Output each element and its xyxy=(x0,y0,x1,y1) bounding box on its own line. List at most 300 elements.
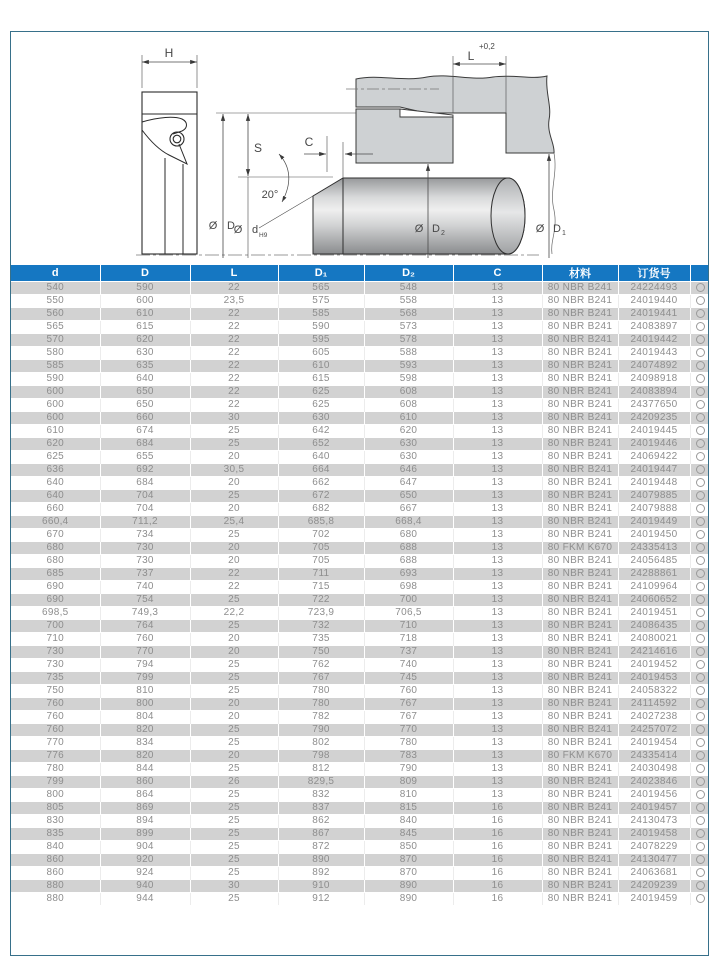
dim-label-diaD2: D xyxy=(432,223,440,235)
cell-D1: 723,9 xyxy=(278,607,364,620)
cell-d: 685 xyxy=(11,568,100,581)
cell-D1: 590 xyxy=(278,321,364,334)
cell-L: 25 xyxy=(190,841,278,854)
cell-ring xyxy=(690,685,709,698)
cell-ring xyxy=(690,737,709,750)
cell-C: 13 xyxy=(453,503,542,516)
dim-label-S: S xyxy=(254,141,263,155)
cell-ring xyxy=(690,828,709,841)
cell-order-number: 24109964 xyxy=(618,581,690,594)
cell-d: 560 xyxy=(11,308,100,321)
cell-D2: 850 xyxy=(364,841,453,854)
cell-material: 80 NBR B241 xyxy=(542,763,618,776)
cell-material: 80 FKM K670 xyxy=(542,750,618,763)
dim-label-diad-prefix: Ø xyxy=(233,224,243,236)
cell-material: 80 NBR B241 xyxy=(542,828,618,841)
cell-ring xyxy=(690,477,709,490)
table-row xyxy=(11,438,709,451)
cell-ring xyxy=(690,633,709,646)
cell-D2: 588 xyxy=(364,347,453,360)
cell-D1: 585 xyxy=(278,308,364,321)
cell-D2: 745 xyxy=(364,672,453,685)
cell-material: 80 NBR B241 xyxy=(542,412,618,425)
cell-order-number: 24063681 xyxy=(618,867,690,880)
cell-order-number: 24019445 xyxy=(618,425,690,438)
col-header-D: D xyxy=(100,265,190,282)
cell-D1: 767 xyxy=(278,672,364,685)
cell-material: 80 NBR B241 xyxy=(542,607,618,620)
cell-L: 25 xyxy=(190,659,278,672)
cell-D1: 605 xyxy=(278,347,364,360)
cell-d: 799 xyxy=(11,776,100,789)
cell-material: 80 FKM K670 xyxy=(542,542,618,555)
cell-d: 698,5 xyxy=(11,607,100,620)
cell-D2: 548 xyxy=(364,282,453,295)
cell-D: 749,3 xyxy=(100,607,190,620)
cell-D: 684 xyxy=(100,477,190,490)
cell-ring xyxy=(690,490,709,503)
cell-D2: 809 xyxy=(364,776,453,789)
cell-D: 610 xyxy=(100,308,190,321)
cell-D: 764 xyxy=(100,620,190,633)
cell-d: 565 xyxy=(11,321,100,334)
cell-D: 692 xyxy=(100,464,190,477)
technical-drawing xyxy=(11,32,709,265)
cell-order-number: 24019442 xyxy=(618,334,690,347)
cell-L: 20 xyxy=(190,555,278,568)
cell-D: 794 xyxy=(100,659,190,672)
cell-L: 25 xyxy=(190,763,278,776)
cell-D2: 568 xyxy=(364,308,453,321)
housing-section xyxy=(356,76,554,163)
cell-d: 760 xyxy=(11,711,100,724)
cell-ring xyxy=(690,282,709,295)
cell-material: 80 NBR B241 xyxy=(542,568,618,581)
cell-L: 25 xyxy=(190,620,278,633)
cell-L: 25 xyxy=(190,425,278,438)
cell-ring xyxy=(690,698,709,711)
cell-order-number: 24056485 xyxy=(618,555,690,568)
cell-material: 80 NBR B241 xyxy=(542,880,618,893)
cell-D: 600 xyxy=(100,295,190,308)
cell-D1: 802 xyxy=(278,737,364,750)
cell-D2: 790 xyxy=(364,763,453,776)
availability-circle-icon xyxy=(696,881,705,890)
cell-D: 734 xyxy=(100,529,190,542)
cell-L: 20 xyxy=(190,711,278,724)
availability-circle-icon xyxy=(696,400,705,409)
cell-ring xyxy=(690,607,709,620)
cell-ring xyxy=(690,711,709,724)
cell-d: 590 xyxy=(11,373,100,386)
cell-D2: 700 xyxy=(364,594,453,607)
cell-L: 22 xyxy=(190,347,278,360)
cell-order-number: 24209239 xyxy=(618,880,690,893)
cell-d: 640 xyxy=(11,490,100,503)
cell-D1: 872 xyxy=(278,841,364,854)
cell-order-number: 24083894 xyxy=(618,386,690,399)
cell-D: 894 xyxy=(100,815,190,828)
cell-material: 80 NBR B241 xyxy=(542,321,618,334)
cell-material: 80 NBR B241 xyxy=(542,737,618,750)
cell-L: 22 xyxy=(190,581,278,594)
cell-ring xyxy=(690,438,709,451)
dim-label-H: H xyxy=(164,46,174,60)
cell-D2: 610 xyxy=(364,412,453,425)
cell-material: 80 NBR B241 xyxy=(542,308,618,321)
cell-D1: 705 xyxy=(278,542,364,555)
cell-D1: 615 xyxy=(278,373,364,386)
cell-ring xyxy=(690,308,709,321)
dim-label-diaD1: D xyxy=(553,223,561,235)
cell-D1: 652 xyxy=(278,438,364,451)
table-row xyxy=(11,698,709,711)
cell-material: 80 NBR B241 xyxy=(542,867,618,880)
cell-D1: 630 xyxy=(278,412,364,425)
cell-ring xyxy=(690,542,709,555)
table-row xyxy=(11,685,709,698)
availability-circle-icon xyxy=(696,517,705,526)
cell-order-number: 24019452 xyxy=(618,659,690,672)
availability-circle-icon xyxy=(696,296,705,305)
cell-material: 80 NBR B241 xyxy=(542,633,618,646)
availability-circle-icon xyxy=(696,595,705,604)
cell-order-number: 24019440 xyxy=(618,295,690,308)
cell-D2: 770 xyxy=(364,724,453,737)
cell-D: 711,2 xyxy=(100,516,190,529)
cell-D2: 870 xyxy=(364,867,453,880)
table-row xyxy=(11,412,709,425)
table-row xyxy=(11,529,709,542)
table-row xyxy=(11,555,709,568)
cell-D1: 664 xyxy=(278,464,364,477)
cell-D2: 718 xyxy=(364,633,453,646)
dim-label-C: C xyxy=(304,135,314,149)
cell-ring xyxy=(690,750,709,763)
cell-D: 704 xyxy=(100,490,190,503)
cell-D1: 715 xyxy=(278,581,364,594)
cell-C: 13 xyxy=(453,646,542,659)
cell-order-number: 24214616 xyxy=(618,646,690,659)
cell-d: 550 xyxy=(11,295,100,308)
cell-order-number: 24377650 xyxy=(618,399,690,412)
cell-material: 80 NBR B241 xyxy=(542,815,618,828)
cell-D2: 693 xyxy=(364,568,453,581)
cell-L: 20 xyxy=(190,698,278,711)
cell-D: 640 xyxy=(100,373,190,386)
cell-D: 630 xyxy=(100,347,190,360)
table-row xyxy=(11,750,709,763)
cell-order-number: 24257072 xyxy=(618,724,690,737)
cell-D1: 762 xyxy=(278,659,364,672)
cell-D: 684 xyxy=(100,438,190,451)
cell-C: 13 xyxy=(453,776,542,789)
cell-D2: 890 xyxy=(364,880,453,893)
cell-D1: 625 xyxy=(278,399,364,412)
cell-D1: 890 xyxy=(278,854,364,867)
cell-ring xyxy=(690,360,709,373)
availability-circle-icon xyxy=(696,868,705,877)
cell-d: 735 xyxy=(11,672,100,685)
table-row xyxy=(11,724,709,737)
table-row xyxy=(11,854,709,867)
table-row xyxy=(11,646,709,659)
table-row xyxy=(11,893,709,906)
cell-D2: 608 xyxy=(364,386,453,399)
table-row xyxy=(11,659,709,672)
cell-D1: 610 xyxy=(278,360,364,373)
cell-D: 635 xyxy=(100,360,190,373)
cell-C: 16 xyxy=(453,880,542,893)
col-header-ring xyxy=(690,265,709,282)
cell-D: 810 xyxy=(100,685,190,698)
cell-ring xyxy=(690,659,709,672)
cell-ring xyxy=(690,321,709,334)
cell-D2: 783 xyxy=(364,750,453,763)
table-row xyxy=(11,373,709,386)
availability-circle-icon xyxy=(696,712,705,721)
cell-C: 13 xyxy=(453,750,542,763)
table-header xyxy=(11,265,709,282)
cell-ring xyxy=(690,646,709,659)
cell-D2: 620 xyxy=(364,425,453,438)
cell-C: 13 xyxy=(453,399,542,412)
cell-d: 625 xyxy=(11,451,100,464)
cell-material: 80 NBR B241 xyxy=(542,438,618,451)
cell-C: 16 xyxy=(453,854,542,867)
cell-order-number: 24019443 xyxy=(618,347,690,360)
cell-order-number: 24079885 xyxy=(618,490,690,503)
cell-order-number: 24019447 xyxy=(618,464,690,477)
cell-D1: 750 xyxy=(278,646,364,659)
cell-L: 26 xyxy=(190,776,278,789)
availability-circle-icon xyxy=(696,374,705,383)
cell-material: 80 NBR B241 xyxy=(542,490,618,503)
cell-d: 800 xyxy=(11,789,100,802)
table-row xyxy=(11,828,709,841)
availability-circle-icon xyxy=(696,439,705,448)
cell-order-number: 24019451 xyxy=(618,607,690,620)
table-row xyxy=(11,607,709,620)
availability-circle-icon xyxy=(696,491,705,500)
cell-L: 20 xyxy=(190,646,278,659)
cell-C: 13 xyxy=(453,672,542,685)
cell-D2: 810 xyxy=(364,789,453,802)
cell-D1: 780 xyxy=(278,685,364,698)
cell-C: 13 xyxy=(453,321,542,334)
table-row xyxy=(11,386,709,399)
cell-d: 776 xyxy=(11,750,100,763)
cell-D2: 573 xyxy=(364,321,453,334)
cell-D2: 767 xyxy=(364,698,453,711)
cell-material: 80 NBR B241 xyxy=(542,724,618,737)
cell-D1: 595 xyxy=(278,334,364,347)
cell-C: 13 xyxy=(453,659,542,672)
cell-D2: 578 xyxy=(364,334,453,347)
cell-D: 820 xyxy=(100,724,190,737)
cell-d: 680 xyxy=(11,555,100,568)
cell-material: 80 NBR B241 xyxy=(542,854,618,867)
cell-D: 860 xyxy=(100,776,190,789)
cell-material: 80 NBR B241 xyxy=(542,295,618,308)
cell-d: 880 xyxy=(11,893,100,906)
availability-circle-icon xyxy=(696,803,705,812)
col-header-D1: D₁ xyxy=(278,265,364,282)
cell-ring xyxy=(690,412,709,425)
col-header-L: L xyxy=(190,265,278,282)
cell-material: 80 NBR B241 xyxy=(542,802,618,815)
cell-D2: 740 xyxy=(364,659,453,672)
availability-circle-icon xyxy=(696,504,705,513)
cell-D1: 735 xyxy=(278,633,364,646)
cell-L: 30 xyxy=(190,880,278,893)
table-row xyxy=(11,334,709,347)
availability-circle-icon xyxy=(696,751,705,760)
cell-ring xyxy=(690,529,709,542)
availability-circle-icon xyxy=(696,478,705,487)
table-row xyxy=(11,867,709,880)
cell-L: 25 xyxy=(190,438,278,451)
col-header-C: C xyxy=(453,265,542,282)
cell-C: 13 xyxy=(453,308,542,321)
cell-D1: 782 xyxy=(278,711,364,724)
cell-material: 80 NBR B241 xyxy=(542,464,618,477)
table-row xyxy=(11,321,709,334)
cell-d: 750 xyxy=(11,685,100,698)
cell-D1: 912 xyxy=(278,893,364,906)
cell-D2: 646 xyxy=(364,464,453,477)
cell-material: 80 NBR B241 xyxy=(542,360,618,373)
cell-L: 20 xyxy=(190,750,278,763)
availability-circle-icon xyxy=(696,855,705,864)
cell-d: 710 xyxy=(11,633,100,646)
cell-C: 16 xyxy=(453,802,542,815)
cell-L: 22 xyxy=(190,568,278,581)
cell-material: 80 NBR B241 xyxy=(542,672,618,685)
cell-C: 16 xyxy=(453,815,542,828)
cell-D1: 832 xyxy=(278,789,364,802)
cell-ring xyxy=(690,334,709,347)
cell-D: 899 xyxy=(100,828,190,841)
cell-L: 25 xyxy=(190,815,278,828)
cell-order-number: 24060652 xyxy=(618,594,690,607)
availability-circle-icon xyxy=(696,387,705,396)
cell-D2: 845 xyxy=(364,828,453,841)
cell-C: 13 xyxy=(453,451,542,464)
dim-label-diaD: D xyxy=(227,220,235,232)
cell-C: 13 xyxy=(453,386,542,399)
cell-C: 13 xyxy=(453,334,542,347)
table-row xyxy=(11,568,709,581)
cell-C: 16 xyxy=(453,828,542,841)
seal-cross-section xyxy=(142,92,197,254)
cell-D: 944 xyxy=(100,893,190,906)
table-row xyxy=(11,802,709,815)
cell-d: 600 xyxy=(11,399,100,412)
cell-L: 22,2 xyxy=(190,607,278,620)
table-row xyxy=(11,672,709,685)
availability-circle-icon xyxy=(696,322,705,331)
cell-L: 25 xyxy=(190,828,278,841)
cell-D1: 642 xyxy=(278,425,364,438)
cell-L: 25,4 xyxy=(190,516,278,529)
cell-D2: 688 xyxy=(364,555,453,568)
cell-L: 30,5 xyxy=(190,464,278,477)
cell-C: 13 xyxy=(453,724,542,737)
table-row xyxy=(11,477,709,490)
cell-L: 25 xyxy=(190,737,278,750)
cell-D2: 650 xyxy=(364,490,453,503)
cell-material: 80 NBR B241 xyxy=(542,698,618,711)
cell-order-number: 24019457 xyxy=(618,802,690,815)
cell-material: 80 NBR B241 xyxy=(542,776,618,789)
cell-material: 80 NBR B241 xyxy=(542,386,618,399)
cell-d: 585 xyxy=(11,360,100,373)
cell-order-number: 24114592 xyxy=(618,698,690,711)
cell-material: 80 NBR B241 xyxy=(542,620,618,633)
cell-d: 610 xyxy=(11,425,100,438)
cell-ring xyxy=(690,503,709,516)
cell-L: 23,5 xyxy=(190,295,278,308)
cell-order-number: 24083897 xyxy=(618,321,690,334)
cell-L: 30 xyxy=(190,412,278,425)
cell-ring xyxy=(690,516,709,529)
cell-C: 13 xyxy=(453,282,542,295)
availability-circle-icon xyxy=(696,452,705,461)
dim-label-L: L xyxy=(467,49,475,63)
availability-circle-icon xyxy=(696,426,705,435)
cell-D: 740 xyxy=(100,581,190,594)
cell-order-number: 24335413 xyxy=(618,542,690,555)
cell-D: 904 xyxy=(100,841,190,854)
cell-d: 680 xyxy=(11,542,100,555)
cell-L: 22 xyxy=(190,321,278,334)
cell-D2: 760 xyxy=(364,685,453,698)
cell-D2: 558 xyxy=(364,295,453,308)
cell-d: 570 xyxy=(11,334,100,347)
cell-d: 580 xyxy=(11,347,100,360)
table-row xyxy=(11,282,709,295)
cell-ring xyxy=(690,880,709,893)
cell-D1: 662 xyxy=(278,477,364,490)
dim-label-diaD1-prefix: Ø xyxy=(535,223,545,235)
cell-D2: 668,4 xyxy=(364,516,453,529)
cell-ring xyxy=(690,295,709,308)
cell-L: 22 xyxy=(190,373,278,386)
cell-material: 80 NBR B241 xyxy=(542,646,618,659)
table-row xyxy=(11,464,709,477)
col-header-order-number: 订货号 xyxy=(618,265,690,282)
availability-circle-icon xyxy=(696,673,705,682)
cell-order-number: 24027238 xyxy=(618,711,690,724)
dim-label-diad: d xyxy=(252,224,259,236)
table-row xyxy=(11,516,709,529)
cell-D1: 711 xyxy=(278,568,364,581)
table-row xyxy=(11,399,709,412)
cell-D: 737 xyxy=(100,568,190,581)
cell-D: 620 xyxy=(100,334,190,347)
cell-order-number: 24058322 xyxy=(618,685,690,698)
cell-D: 799 xyxy=(100,672,190,685)
cell-D: 704 xyxy=(100,503,190,516)
cell-d: 670 xyxy=(11,529,100,542)
cell-ring xyxy=(690,841,709,854)
cell-d: 730 xyxy=(11,659,100,672)
table-row xyxy=(11,789,709,802)
table-row xyxy=(11,633,709,646)
cell-order-number: 24019449 xyxy=(618,516,690,529)
cell-d: 660,4 xyxy=(11,516,100,529)
